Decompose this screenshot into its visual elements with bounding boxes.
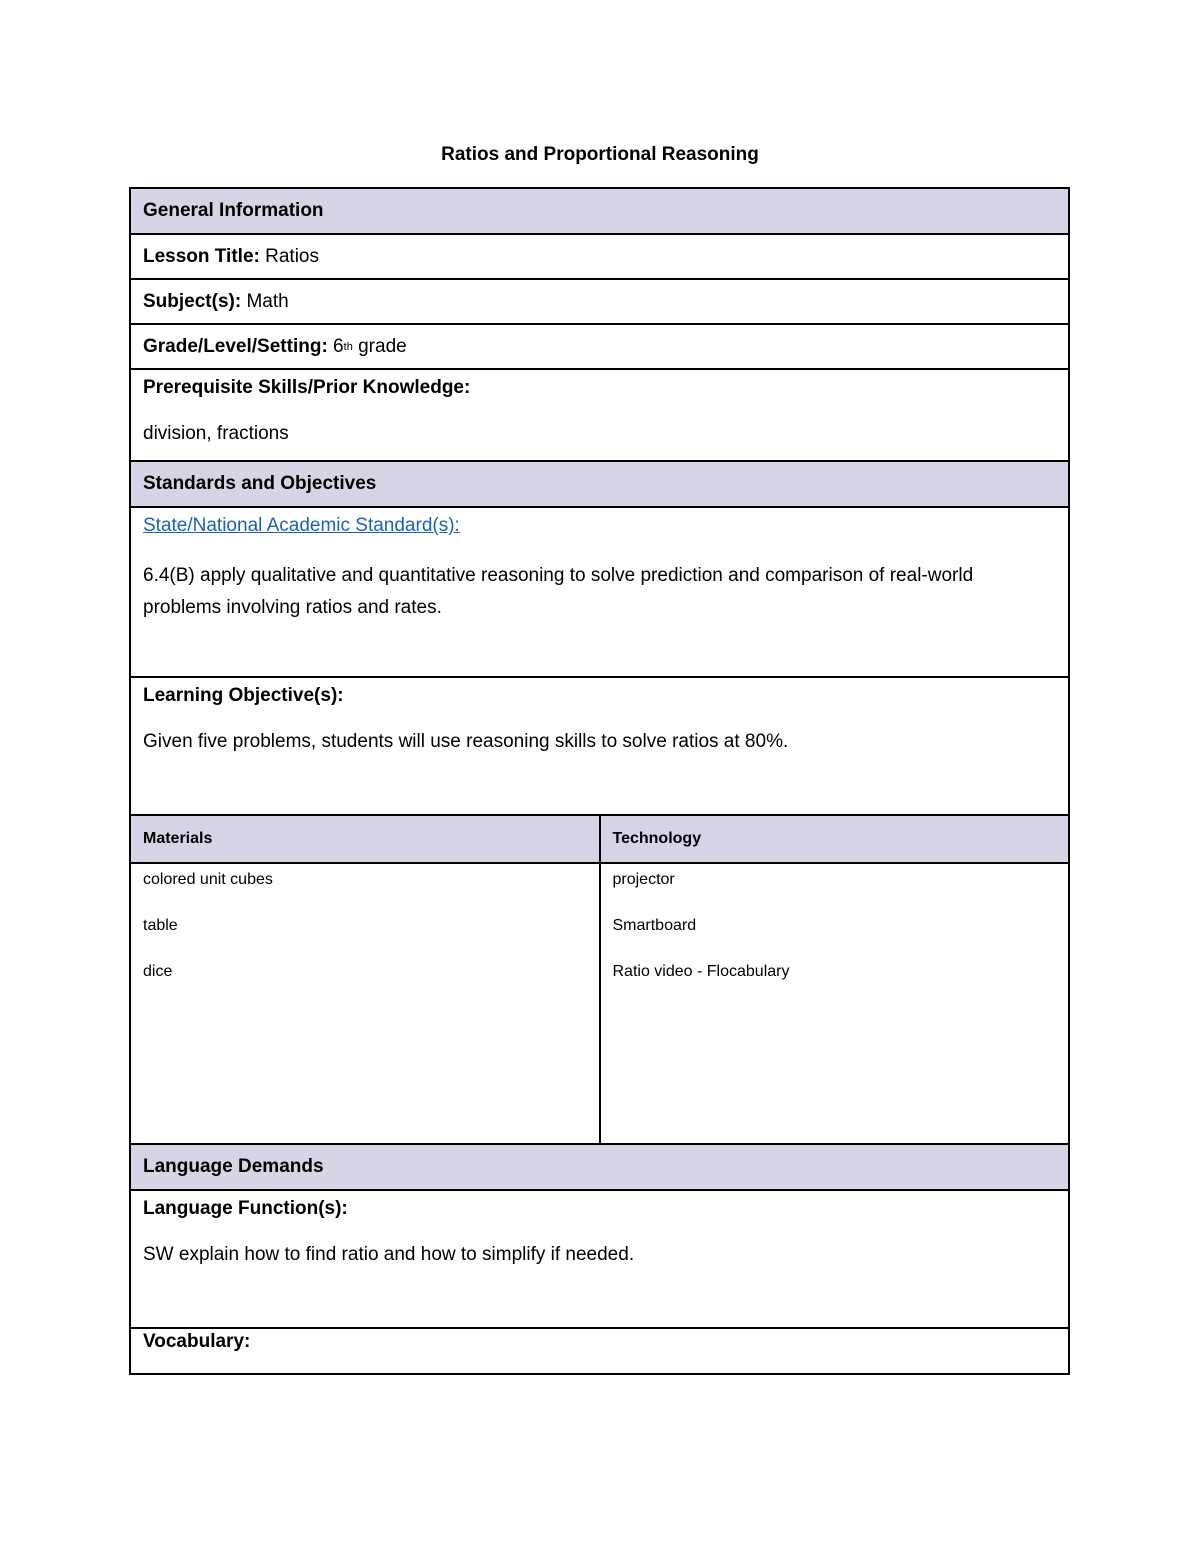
list-item: colored unit cubes [143,871,273,888]
page-title: Ratios and Proportional Reasoning [441,144,759,165]
lesson-title-row [131,235,1068,280]
materials-list [131,864,601,1143]
subject-label: Subject(s): [143,290,242,312]
academic-standards-row [131,508,1068,678]
language-function-row [131,1191,1068,1329]
materials-technology-header-row [131,816,1068,864]
lesson-title-value: Ratios [259,245,319,267]
language-function-text: SW explain how to find ratio and how to simplify if needed. [143,1244,635,1265]
grade-row: Grade/Level/Setting: 6 th grade [131,325,1068,370]
learning-objectives-label: Learning Objective(s): [143,685,344,706]
technology-list [601,864,1069,1143]
technology-header: Technology [612,830,702,847]
materials-header: Materials [131,816,601,862]
section-header-standards: Standards and Objectives [131,462,1068,508]
list-item: dice [143,963,173,980]
lesson-title-label: Lesson Title: [143,245,260,267]
grade-label: Grade/Level/Setting: [143,335,328,357]
materials-technology-row [131,864,1068,1145]
subject-value: Math [241,290,289,312]
learning-objectives-row [131,678,1068,816]
vocabulary-row [131,1329,1068,1373]
language-function-label: Language Function(s): [143,1198,348,1219]
prereq-label: Prerequisite Skills/Prior Knowledge: [143,377,471,398]
subject-row [131,280,1068,325]
list-item: table [143,917,178,934]
academic-standards-link[interactable]: State/National Academic Standard(s): [143,515,460,536]
list-item: projector [612,871,675,888]
list-item: Smartboard [612,917,697,934]
lesson-plan-table [129,187,1070,1375]
prereq-row [131,370,1068,462]
learning-objectives-text: Given five problems, students will use reasoning skills to solve ratios at 80%. [143,731,789,752]
section-header-general: General Information [131,189,1068,235]
academic-standards-text: 6.4(B) apply qualitative and quantitative reasoning to solve prediction and comparison of real-world problems involving ratios and rates. [143,565,974,618]
vocabulary-label: Vocabulary: [143,1331,251,1352]
section-header-language: Language Demands [131,1145,1068,1191]
prereq-value: division, fractions [143,423,289,444]
grade-number: 6 [327,335,344,357]
grade-word: grade [352,335,407,357]
list-item: Ratio video - Flocabulary [612,963,790,980]
